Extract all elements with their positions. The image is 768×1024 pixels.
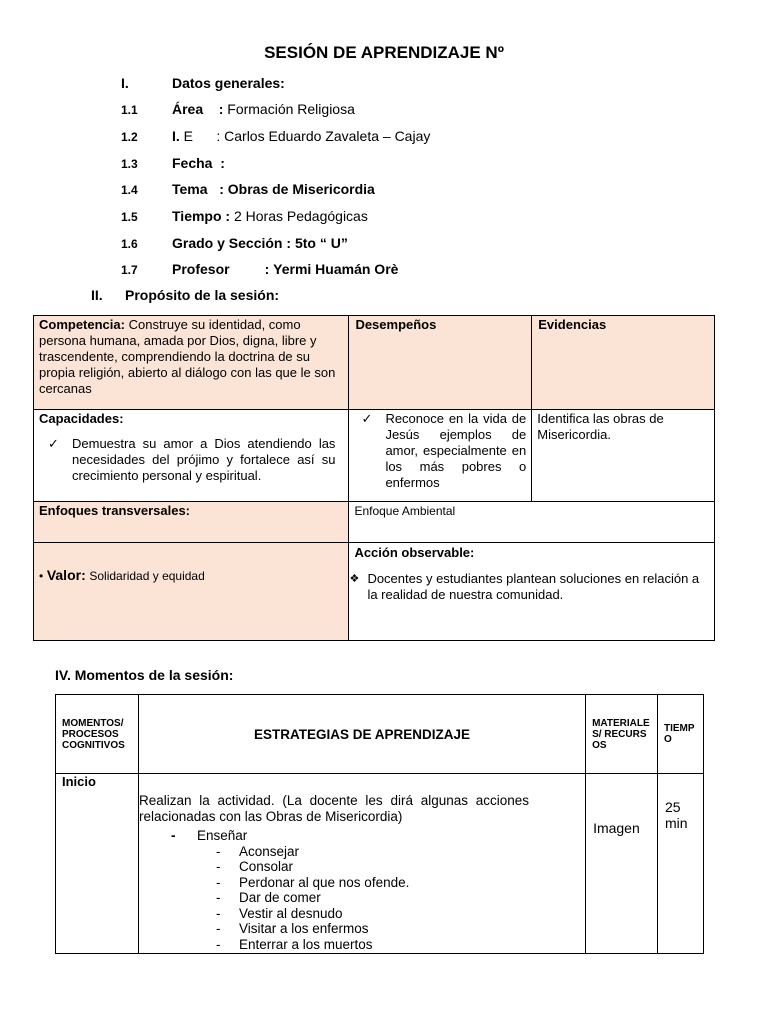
dato-separator: : xyxy=(218,101,224,117)
page-title: SESIÓN DE APRENDIZAJE Nº xyxy=(264,43,504,62)
tiempo-header: TIEMPO xyxy=(664,723,695,745)
momentos-header: MOMENTOS/ PROCESOS COGNITIVOS xyxy=(62,717,125,751)
table-row xyxy=(34,316,715,410)
bullet-icon: • xyxy=(39,569,44,583)
capacidades-label: Capacidades: xyxy=(39,411,124,426)
acciones-list xyxy=(216,844,585,953)
checkmark-icon: ✓ xyxy=(361,411,373,426)
estrategias-header-cell xyxy=(138,695,585,774)
table-row xyxy=(56,695,704,774)
material-text: Imagen xyxy=(593,820,640,836)
materiales-header-cell xyxy=(586,695,658,774)
enfoques-label: Enfoques transversales: xyxy=(39,503,191,518)
dato-label: Tiempo xyxy=(172,208,222,224)
section-1-number: I. xyxy=(121,75,129,91)
momentos-table xyxy=(55,694,704,954)
dato-value: 2 Horas Pedagógicas xyxy=(233,208,368,224)
actividad-text: Realizan la actividad. (La docente les dirá algunas acciones relacionadas con las Obras de Misericordia) xyxy=(138,793,530,824)
list-item: - Consolar xyxy=(216,859,585,875)
desempenos-header: Desempeños xyxy=(355,317,437,332)
list-item: - Perdonar al que nos ofende. xyxy=(216,875,585,891)
tiempo-text: 25 min xyxy=(665,799,688,831)
section-1-heading: Datos generales: xyxy=(172,75,285,91)
enfoques-cell xyxy=(34,502,349,543)
material-cell xyxy=(586,774,658,954)
section-2-number: II. xyxy=(91,287,103,303)
evidencia-text: Identifica las obras de Misericordia. xyxy=(537,411,664,442)
valor-label: Valor: xyxy=(46,567,86,583)
tiempo-header-cell xyxy=(658,695,704,774)
dash-bullet-icon: - xyxy=(170,828,176,843)
dato-number: 1.6 xyxy=(121,237,138,251)
list-item: - Dar de comer xyxy=(216,890,585,906)
list-item xyxy=(48,436,335,484)
valor-cell xyxy=(34,543,349,641)
list-item: - Aconsejar xyxy=(216,844,585,860)
table-row xyxy=(34,410,715,502)
dato-label-2: E xyxy=(183,128,194,144)
dato-separator: : xyxy=(264,261,270,277)
competencia-label: Competencia: xyxy=(39,317,125,332)
evidencias-header-cell xyxy=(532,316,715,410)
dato-separator: : xyxy=(219,181,224,197)
dato-number: 1.7 xyxy=(121,263,138,277)
enfoque-value-cell xyxy=(349,502,715,543)
capacidades-cell xyxy=(34,410,349,502)
section-2-heading: Propósito de la sesión: xyxy=(125,287,280,303)
dato-separator: : xyxy=(216,128,221,144)
desempenos-header-cell xyxy=(349,316,532,410)
section-4-heading: IV. Momentos de la sesión: xyxy=(55,667,234,683)
table-row xyxy=(34,502,715,543)
dato-label: Tema xyxy=(172,181,208,197)
accion-text: Docentes y estudiantes plantean soluciones en relación a la realidad de nuestra comunidad. xyxy=(367,571,700,602)
materiales-header: MATERIALES/ RECURSOS xyxy=(592,717,650,751)
estrategia-cell xyxy=(138,774,585,954)
dato-number: 1.1 xyxy=(121,103,138,117)
table-row xyxy=(34,543,715,641)
dato-separator: : xyxy=(225,208,231,224)
dato-separator: : xyxy=(286,235,292,251)
valor-value: Solidaridad y equidad xyxy=(89,569,205,583)
table-row xyxy=(56,774,704,954)
list-item: - Vestir al desnudo xyxy=(216,906,585,922)
evidencia-cell xyxy=(532,410,715,502)
desempeno-text: Reconoce en la vida de Jesús ejemplos de amor, especialmente en los más pobres o enfermos xyxy=(385,411,527,490)
proposito-table xyxy=(33,315,715,641)
dato-label: I. xyxy=(172,128,180,144)
enfoque-value: Enfoque Ambiental xyxy=(354,504,456,518)
inicio-label: Inicio xyxy=(62,774,96,789)
dato-value: Yermi Huamán Orè xyxy=(273,261,399,277)
dato-number: 1.5 xyxy=(121,210,138,224)
dato-separator: : xyxy=(220,155,225,171)
dato-label: Área xyxy=(172,101,204,117)
dato-number: 1.3 xyxy=(121,157,138,171)
tiempo-cell xyxy=(658,774,704,954)
momentos-header-cell xyxy=(56,695,139,774)
list-item: - Visitar a los enfermos xyxy=(216,921,585,937)
competencia-cell xyxy=(34,316,349,410)
dato-label: Profesor xyxy=(172,261,230,277)
list-item: - Enterrar a los muertos xyxy=(216,937,585,953)
list-item xyxy=(361,411,526,491)
dato-number: 1.4 xyxy=(121,183,138,197)
accion-label: Acción observable: xyxy=(354,545,475,560)
dato-label: Grado y Sección xyxy=(172,235,283,251)
competencia-text: Construye su identidad, como persona humana, amada por Dios, digna, libre y trascendente, comprendiendo la doctrina de su propia religión, abierto al diálogo con las que le son cercanas xyxy=(39,317,336,396)
checkmark-icon: ✓ xyxy=(48,436,59,451)
list-item xyxy=(139,828,585,844)
capacidad-text: Demuestra su amor a Dios atendiendo las necesidades del prójimo y fortalece así su crecimiento personal y espiritual. xyxy=(72,436,336,483)
estrategias-header: ESTRATEGIAS DE APRENDIZAJE xyxy=(254,726,471,742)
diamond-bullet-icon: ❖ xyxy=(349,573,360,585)
dato-value: 5to “ U” xyxy=(294,235,348,251)
dato-label: Fecha xyxy=(172,155,213,171)
evidencias-header: Evidencias xyxy=(538,317,607,332)
dato-number: 1.2 xyxy=(121,130,138,144)
dato-value: Obras de Misericordia xyxy=(227,181,375,197)
inicio-cell xyxy=(56,774,139,954)
desempeno-cell xyxy=(349,410,532,502)
dato-value: Formación Religiosa xyxy=(227,101,355,117)
dato-value: Carlos Eduardo Zavaleta – Cajay xyxy=(224,128,431,144)
list-item xyxy=(349,571,700,603)
ensenar-text: Enseñar xyxy=(196,828,248,843)
accion-cell xyxy=(349,543,715,641)
